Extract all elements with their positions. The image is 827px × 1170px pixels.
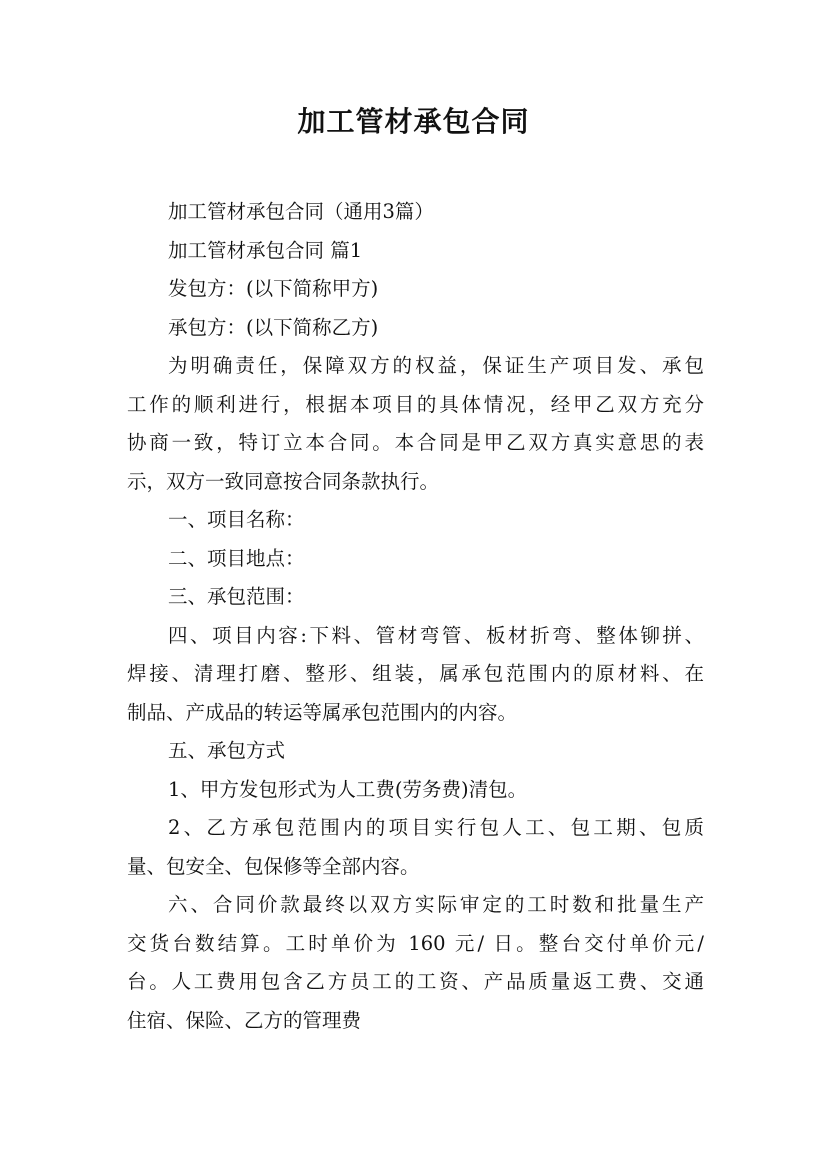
paragraph-line: 工作的顺利进行，根据本项目的具体情况，经甲乙双方充分 bbox=[127, 392, 704, 416]
party-b-line: 承包方：(以下简称乙方) bbox=[168, 315, 379, 339]
section-heading: 加工管材承包合同 篇1 bbox=[168, 238, 363, 262]
paragraph-line: 焊接、清理打磨、整形、组装，属承包范围内的原材料、在 bbox=[127, 662, 704, 685]
paragraph-line: 住宿、保险、乙方的管理费 bbox=[127, 1008, 362, 1032]
paragraph-line: 2、乙方承包范围内的项目实行包人工、包工期、包质 bbox=[168, 816, 704, 839]
paragraph-line: 六、合同价款最终以双方实际审定的工时数和批量生产 bbox=[168, 893, 704, 916]
clause-contract-mode: 五、承包方式 bbox=[168, 739, 286, 762]
party-a-line: 发包方：(以下简称甲方) bbox=[168, 277, 379, 300]
clause-scope: 三、承包范围： bbox=[168, 585, 305, 608]
clause-item: 1、甲方发包形式为人工费(劳务费)清包。 bbox=[168, 777, 528, 801]
subtitle-line: 加工管材承包合同（通用3篇） bbox=[168, 200, 434, 223]
paragraph-line: 四、项目内容:下料、管材弯管、板材折弯、整体铆拼、 bbox=[168, 623, 704, 647]
paragraph-line: 量、包安全、包保修等全部内容。 bbox=[127, 854, 420, 878]
document-title: 加工管材承包合同 bbox=[297, 105, 530, 138]
paragraph-line: 为明确责任，保障双方的权益，保证生产项目发、承包 bbox=[168, 354, 704, 377]
document-body bbox=[127, 193, 704, 1040]
paragraph-line: 协商一致，特订立本合同。本合同是甲乙双方真实意思的表 bbox=[127, 431, 704, 454]
clause-project-name: 一、项目名称： bbox=[168, 508, 305, 531]
paragraph-line: 示，双方一致同意按合同条款执行。 bbox=[127, 469, 440, 493]
clause-project-location: 二、项目地点： bbox=[168, 546, 305, 570]
paragraph-line: 制品、产成品的转运等属承包范围内的内容。 bbox=[127, 700, 518, 724]
paragraph-line: 台。人工费用包含乙方员工的工资、产品质量返工费、交通 bbox=[127, 970, 704, 993]
paragraph-line: 交货台数结算。工时单价为 160 元/ 日。整台交付单价元/ bbox=[127, 931, 704, 955]
